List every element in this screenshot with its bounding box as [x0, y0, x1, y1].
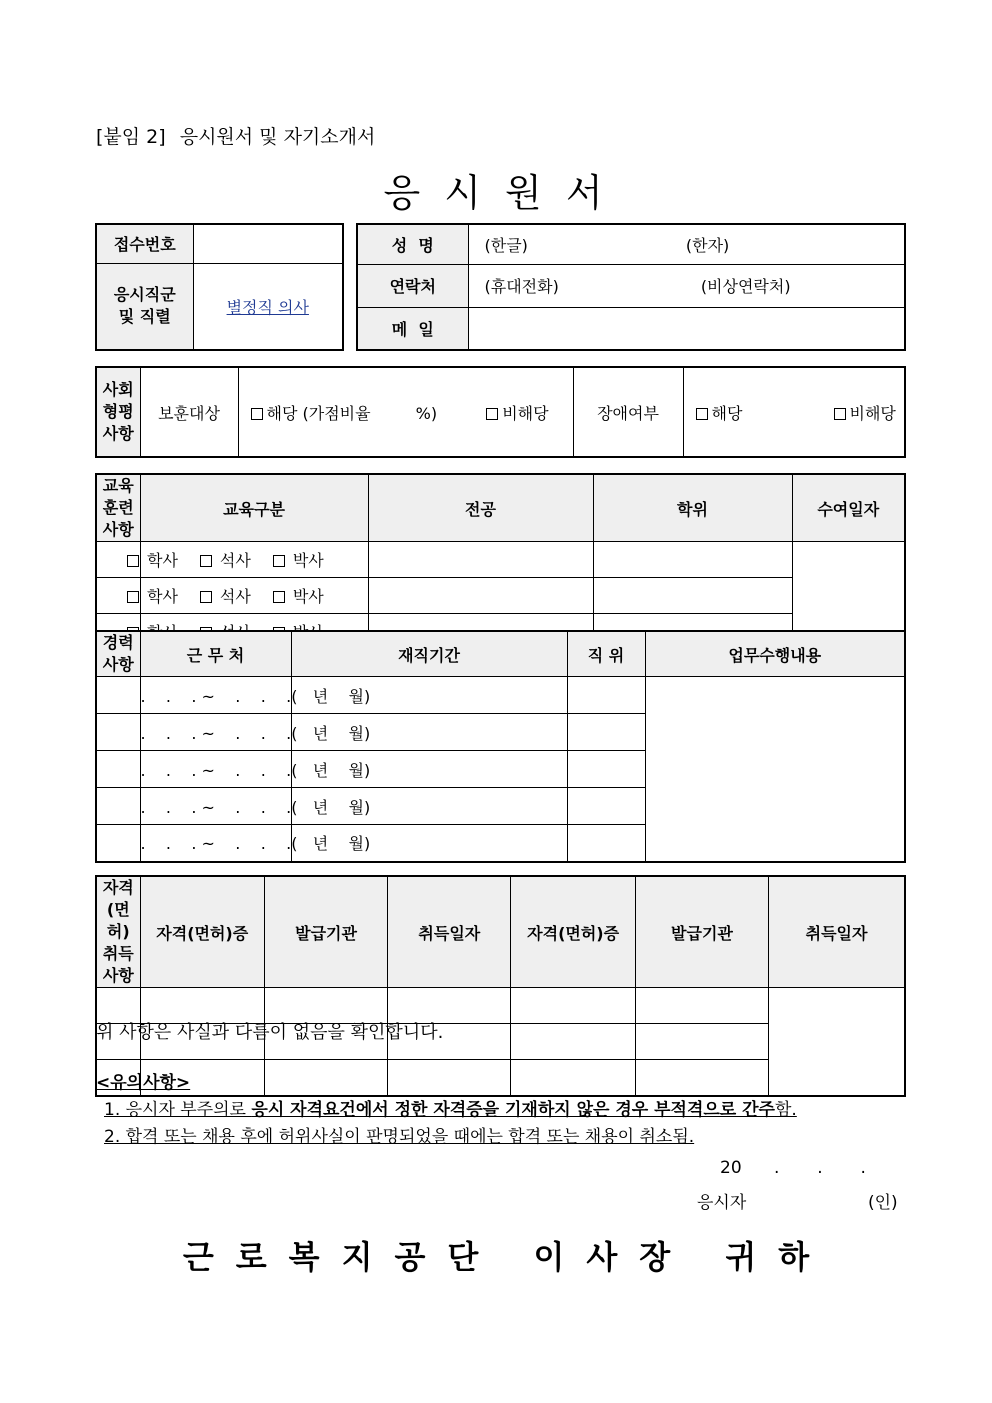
- degree-option[interactable]: 박사: [273, 587, 332, 606]
- license-cell[interactable]: [511, 1024, 635, 1060]
- date-line: 20 . . .: [720, 1158, 866, 1178]
- career-period-cell[interactable]: . . . ~ . . .( 년 월): [140, 825, 291, 862]
- career-period-cell[interactable]: . . . ~ . . .( 년 월): [140, 714, 291, 751]
- contact-label: 연락처: [357, 264, 468, 307]
- career-header-period: 재직기간: [291, 631, 567, 677]
- education-table: [95, 473, 906, 651]
- personal-table: [356, 223, 906, 351]
- note-item-1: 1. 응시자 부주의로 응시 자격요건에서 정한 자격증을 기재하지 않은 경우 부적격으로 간주함.: [104, 1100, 797, 1120]
- career-duties-cell[interactable]: [567, 677, 645, 714]
- career-workplace-cell[interactable]: [96, 825, 140, 862]
- attachment-header: [96, 122, 375, 149]
- confirm-text: 위 사항은 사실과 다름이 없음을 확인합니다.: [96, 1022, 444, 1043]
- checkbox-icon: [486, 408, 498, 420]
- disability-options: [683, 367, 905, 457]
- form-title: 응 시 원 서: [383, 171, 609, 215]
- position-field[interactable]: [193, 263, 343, 350]
- license-header: 자격(면허)증: [140, 876, 264, 988]
- receipt-no-field[interactable]: [193, 224, 343, 263]
- edu-degree-options: [96, 578, 324, 614]
- edu-header-degree: 학위: [593, 474, 792, 542]
- license-cell[interactable]: [388, 1060, 511, 1096]
- license-header: 취득일자: [769, 876, 905, 988]
- name-hanja: (한자): [685, 235, 730, 255]
- attachment-title: 응시원서 및 자기소개서: [179, 126, 376, 148]
- career-label: 경력 사항: [96, 631, 140, 677]
- degree-option[interactable]: 석사: [200, 551, 259, 570]
- career-duties-cell[interactable]: [567, 825, 645, 862]
- checkbox-icon: [696, 408, 708, 420]
- veteran-options: [238, 367, 573, 457]
- edu-degree-options: [96, 542, 324, 578]
- career-period-cell[interactable]: . . . ~ . . .( 년 월): [140, 677, 291, 714]
- career-duties-cell[interactable]: [567, 788, 645, 825]
- career-workplace-cell[interactable]: [96, 751, 140, 788]
- license-header: 자격(면허)증: [511, 876, 635, 988]
- license-label: 자격 (면허) 취득 사항: [96, 876, 140, 988]
- edu-date-cell[interactable]: [593, 578, 792, 614]
- license-cell[interactable]: [635, 988, 768, 1024]
- career-duties-cell[interactable]: [567, 714, 645, 751]
- checkbox-icon: [200, 555, 212, 567]
- veteran-pct: %): [415, 403, 438, 423]
- education-label: 교육 훈련 사항: [96, 474, 140, 542]
- name-field[interactable]: [468, 224, 905, 264]
- name-label: 성 명: [357, 224, 468, 264]
- license-cell[interactable]: [635, 1024, 768, 1060]
- career-duties-cell[interactable]: [567, 751, 645, 788]
- edu-degree-cell[interactable]: [368, 542, 593, 578]
- veteran-no-option[interactable]: 비해당: [486, 404, 548, 423]
- checkbox-icon: [273, 555, 285, 567]
- career-period-cell[interactable]: . . . ~ . . .( 년 월): [140, 751, 291, 788]
- email-label: 메 일: [357, 307, 468, 350]
- degree-option[interactable]: 석사: [200, 587, 259, 606]
- license-header: 취득일자: [388, 876, 511, 988]
- addressee: 근로복지공단 이사장 귀하: [182, 1238, 832, 1276]
- receipt-no-label: 접수번호: [96, 224, 193, 263]
- disability-yes-option[interactable]: 해당: [696, 404, 743, 423]
- edu-header-date: 수여일자: [792, 474, 905, 542]
- notes-title: <유의사항>: [96, 1073, 191, 1093]
- license-cell[interactable]: [511, 1060, 635, 1096]
- career-header-duties: 업무수행내용: [645, 631, 905, 677]
- checkbox-icon: [200, 591, 212, 603]
- edu-header-type: 교육구분: [140, 474, 368, 542]
- career-header-workplace: 근 무 처: [140, 631, 291, 677]
- position-label: 응시직군 및 직렬: [96, 263, 193, 350]
- checkbox-icon: [273, 591, 285, 603]
- license-cell[interactable]: [264, 1060, 387, 1096]
- note-item-2: 2. 합격 또는 채용 후에 허위사실이 판명되었을 때에는 합격 또는 채용이 취소됨.: [104, 1127, 695, 1147]
- license-cell[interactable]: [635, 1060, 768, 1096]
- mobile-label: (휴대전화): [484, 277, 559, 296]
- social-label: 사회 형평 사항: [96, 367, 140, 457]
- name-korean: (한글): [484, 235, 528, 255]
- checkbox-icon: [834, 408, 846, 420]
- license-header: 발급기관: [635, 876, 768, 988]
- veteran-yes-option[interactable]: 해당 (가점비율: [251, 404, 371, 423]
- disability-no-option[interactable]: 비해당: [834, 404, 896, 423]
- veteran-label: 보훈대상: [140, 367, 238, 457]
- position-value: 별정직 의사: [226, 297, 309, 317]
- checkbox-icon: [251, 408, 263, 420]
- career-period-cell[interactable]: . . . ~ . . .( 년 월): [140, 788, 291, 825]
- career-header-position: 직 위: [567, 631, 645, 677]
- degree-option[interactable]: 학사: [127, 551, 186, 570]
- edu-degree-cell[interactable]: [368, 578, 593, 614]
- career-table: [95, 630, 906, 863]
- license-cell[interactable]: [511, 988, 635, 1024]
- contact-field[interactable]: [468, 264, 905, 307]
- edu-date-cell[interactable]: [593, 542, 792, 578]
- career-workplace-cell[interactable]: [96, 788, 140, 825]
- license-table: [95, 875, 906, 1097]
- applicant-label: 응시자: [697, 1193, 747, 1213]
- checkbox-icon: [127, 591, 139, 603]
- emergency-label: (비상연락처): [700, 277, 791, 296]
- edu-header-major: 전공: [368, 474, 593, 542]
- degree-option[interactable]: 박사: [273, 551, 332, 570]
- seal-label: (인): [868, 1193, 898, 1213]
- social-table: [95, 366, 906, 458]
- checkbox-icon: [127, 555, 139, 567]
- attachment-label: [붙임 2]: [96, 126, 166, 148]
- career-workplace-cell[interactable]: [96, 677, 140, 714]
- email-field[interactable]: [468, 307, 905, 350]
- receipt-table: [95, 223, 344, 351]
- disability-label: 장애여부: [573, 367, 683, 457]
- degree-option[interactable]: 학사: [127, 587, 186, 606]
- license-header: 발급기관: [264, 876, 387, 988]
- career-workplace-cell[interactable]: [96, 714, 140, 751]
